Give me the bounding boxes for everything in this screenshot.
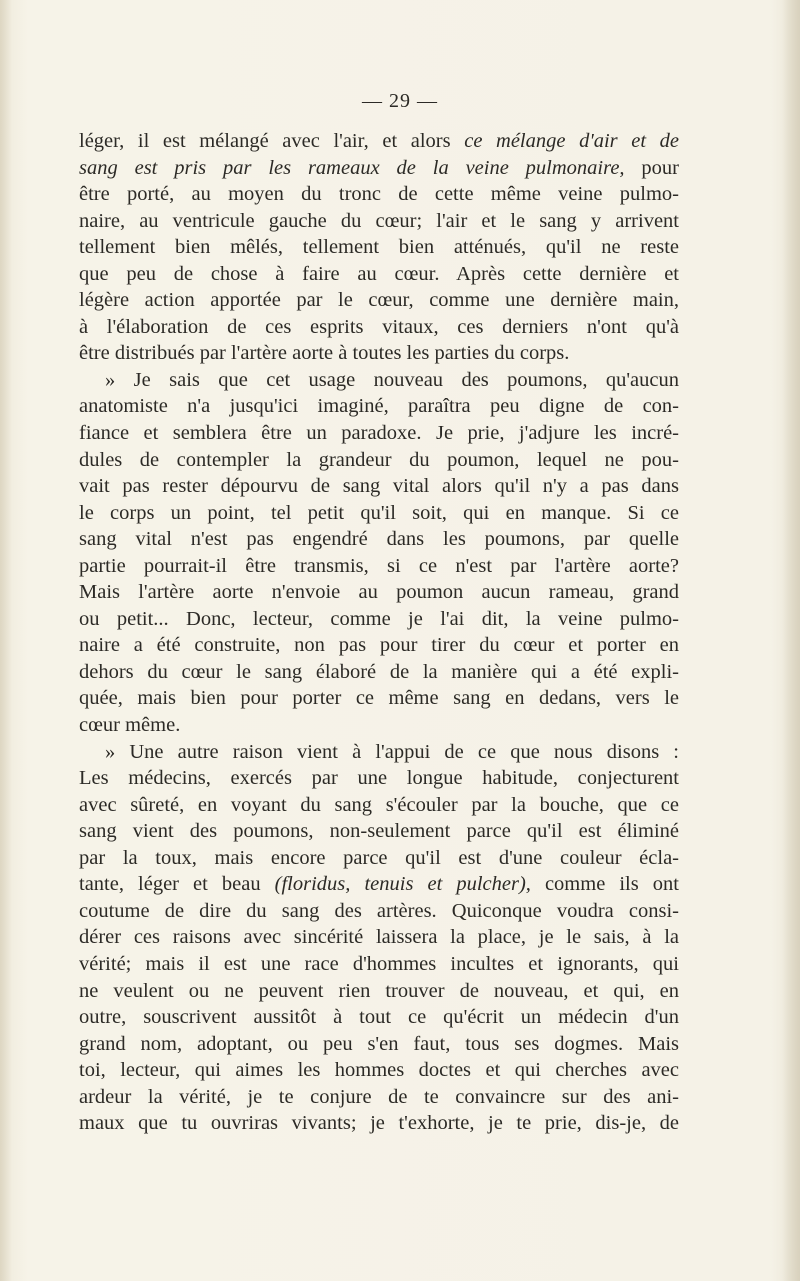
text-segment: dehors du cœur le sang élaboré de la manière qui a été expli- — [79, 660, 679, 683]
text-line — [79, 818, 679, 845]
text-line — [79, 739, 679, 766]
text-line — [79, 1004, 679, 1031]
text-line — [79, 792, 679, 819]
text-segment: le corps un point, tel petit qu'il soit, qui en manque. Si ce — [79, 501, 679, 524]
text-segment: ne veulent ou ne peuvent rien trouver de nouveau, et qui, en — [79, 979, 679, 1002]
text-segment: sang vient des poumons, non-seulement parce qu'il est éliminé — [79, 820, 679, 843]
text-segment: quée, mais bien pour porter ce même sang en dedans, vers le — [79, 687, 679, 710]
text-line — [79, 234, 679, 261]
text-line — [79, 845, 679, 872]
text-segment: coutume de dire du sang des artères. Quiconque voudra consi- — [79, 899, 679, 922]
text-segment: » Une autre raison vient à l'appui de ce que nous disons : — [105, 740, 679, 763]
italic-text: ce mélange d'air et de — [464, 130, 679, 152]
text-line — [79, 393, 679, 420]
body-text — [79, 128, 679, 1137]
text-line — [79, 128, 679, 155]
text-line — [79, 526, 679, 553]
text-segment: vérité; mais il est une race d'hommes incultes et ignorants, qui — [79, 952, 679, 975]
text-segment: à l'élaboration de ces esprits vitaux, ces derniers n'ont qu'à — [79, 315, 679, 338]
text-line — [79, 871, 679, 898]
text-segment: vait pas rester dépourvu de sang vital alors qu'il n'y a pas dans — [79, 475, 679, 498]
text-line — [79, 1110, 679, 1137]
text-line — [79, 978, 679, 1005]
text-line — [79, 367, 679, 394]
text-segment: légère action apportée par le cœur, comme une dernière main, — [79, 289, 679, 312]
text-segment: que peu de chose à faire au cœur. Après cette dernière et — [79, 262, 679, 285]
text-line — [79, 632, 679, 659]
text-line — [79, 765, 679, 792]
text-line — [79, 1084, 679, 1111]
text-line — [79, 287, 679, 314]
text-line — [79, 314, 679, 341]
text-segment: être porté, au moyen du tronc de cette même veine pulmo- — [79, 183, 679, 206]
text-segment: avec sûreté, en voyant du sang s'écouler par la bouche, que ce — [79, 793, 679, 816]
text-line — [79, 155, 679, 182]
text-line — [79, 1031, 679, 1058]
text-line — [79, 1057, 679, 1084]
text-segment: comme ils ont — [530, 873, 679, 896]
text-segment: partie pourrait-il être transmis, si ce n'est par l'artère aorte? — [79, 554, 679, 577]
text-line — [79, 579, 679, 606]
text-line — [79, 261, 679, 288]
text-line — [79, 924, 679, 951]
text-segment: être distribués par l'artère aorte à toutes les parties du corps. — [79, 342, 570, 365]
text-segment: maux que tu ouvriras vivants; je t'exhorte, je te prie, dis-je, de — [79, 1112, 679, 1135]
text-line — [79, 685, 679, 712]
text-segment: dules de contempler la grandeur du poumon, lequel ne pou- — [79, 448, 679, 471]
text-line — [79, 712, 679, 739]
page-right-edge — [782, 0, 800, 1281]
text-segment: léger, il est mélangé avec l'air, et alors — [79, 130, 465, 152]
text-segment: fiance et semblera être un paradoxe. Je prie, j'adjure les incré- — [79, 422, 679, 445]
text-segment: » Je sais que cet usage nouveau des poumons, qu'aucun — [105, 368, 679, 391]
text-line — [79, 606, 679, 633]
text-line — [79, 500, 679, 527]
text-segment: anatomiste n'a jusqu'ici imaginé, paraîtra peu digne de con- — [79, 395, 679, 418]
text-segment: naire, au ventricule gauche du cœur; l'air et le sang y arrivent — [79, 209, 679, 232]
text-segment: Mais l'artère aorte n'envoie au poumon aucun rameau, grand — [79, 581, 679, 604]
text-segment: ou petit... Donc, lecteur, comme je l'ai dit, la veine pulmo- — [79, 607, 679, 630]
text-segment: outre, souscrivent aussitôt à tout ce qu'écrit un médecin d'un — [79, 1006, 679, 1029]
italic-text: (floridus, tenuis et pulcher), — [274, 873, 531, 896]
italic-text: sang est pris par les rameaux de la veine pulmonaire, — [79, 156, 625, 179]
page-number: — 29 — — [362, 90, 438, 112]
text-line — [79, 898, 679, 925]
text-line — [79, 951, 679, 978]
text-line — [79, 473, 679, 500]
text-line — [79, 447, 679, 474]
text-segment: par la toux, mais encore parce qu'il est d'une couleur écla- — [79, 846, 679, 869]
text-segment: pour — [624, 156, 679, 179]
text-line — [79, 659, 679, 686]
text-segment: sang vital n'est pas engendré dans les poumons, par quelle — [79, 528, 679, 551]
text-segment: Les médecins, exercés par une longue habitude, conjecturent — [79, 767, 679, 790]
text-segment: dérer ces raisons avec sincérité laissera la place, je le sais, à la — [79, 926, 679, 949]
text-line — [79, 181, 679, 208]
text-segment: toi, lecteur, qui aimes les hommes doctes et qui cherches avec — [79, 1059, 679, 1082]
text-segment: ardeur la vérité, je te conjure de te convaincre sur des ani- — [79, 1085, 679, 1108]
text-segment: tante, léger et beau — [79, 873, 275, 896]
text-segment: cœur même. — [79, 714, 181, 737]
text-segment: grand nom, adoptant, ou peu s'en faut, tous ses dogmes. Mais — [79, 1032, 679, 1055]
text-segment: tellement bien mêlés, tellement bien atténués, qu'il ne reste — [79, 236, 679, 259]
text-line — [79, 208, 679, 235]
text-line — [79, 340, 679, 367]
text-line — [79, 553, 679, 580]
page-left-edge — [0, 0, 12, 1281]
text-segment: naire a été construite, non pas pour tirer du cœur et porter en — [79, 634, 679, 657]
text-line — [79, 420, 679, 447]
